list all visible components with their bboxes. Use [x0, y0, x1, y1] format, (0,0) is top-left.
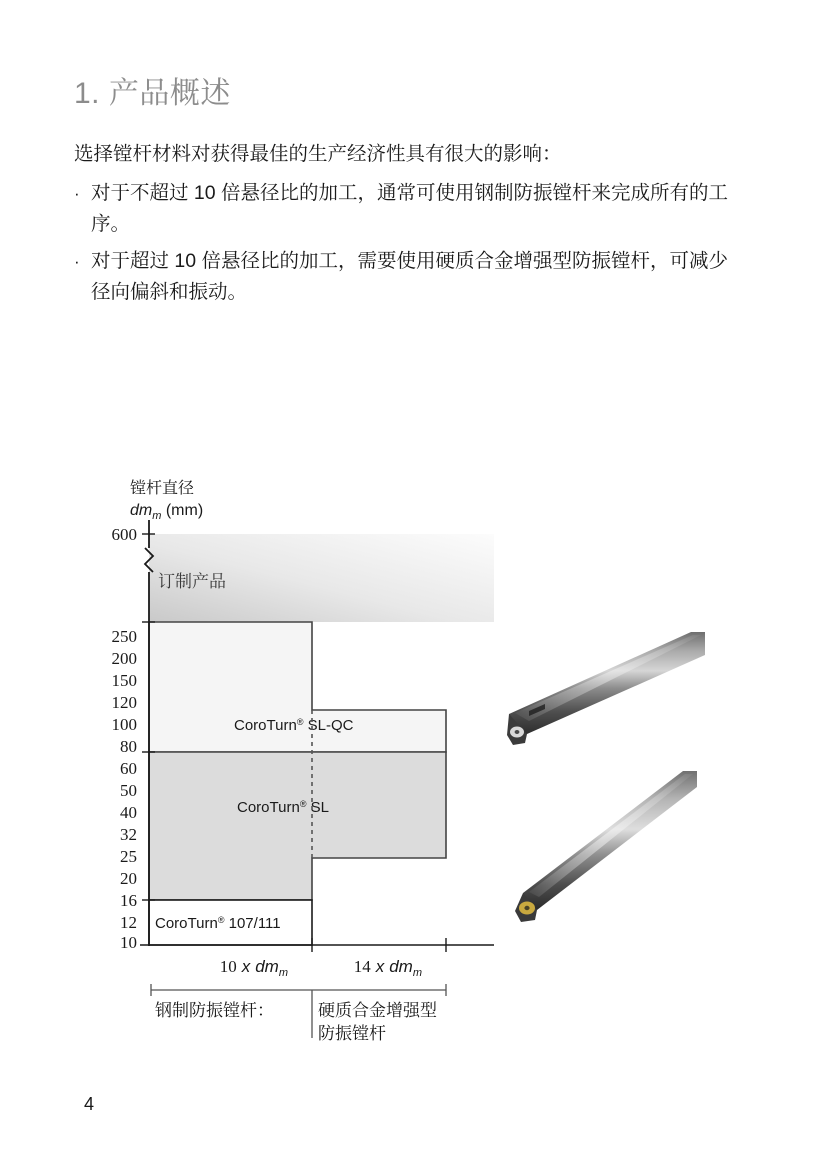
region-label-coroturn-107-111: CoroTurn® 107/111: [155, 915, 281, 932]
y-axis-title-symbol: $dm_m$ (mm): [130, 502, 204, 522]
boring-bar-upper-svg: [505, 625, 705, 755]
y-tick-label-100: 100: [111, 715, 137, 734]
category-label-steel-bars: 钢制防振镗杆：: [155, 1001, 274, 1020]
y-tick-label-10: 10: [120, 933, 137, 952]
product-photo-boring-bar-sl-qc: [505, 625, 705, 755]
bullet-marker-icon: ·: [74, 252, 80, 271]
region-label-coroturn-sl-qc: CoroTurn® SL-QC: [234, 717, 354, 734]
y-tick-label-25: 25: [120, 847, 137, 866]
x-tick-label-14x: 14 x $dm_m$: [353, 957, 422, 979]
list-item: [74, 246, 734, 308]
insert-screw-hole-icon: [524, 906, 529, 910]
y-tick-label-40: 40: [120, 803, 137, 822]
intro-paragraph: 选择镗杆材料对获得最佳的生产经济性具有很大的影响：: [74, 143, 562, 165]
y-tick-label-250: 250: [111, 627, 137, 646]
y-axis-title-cn: 镗杆直径: [130, 480, 195, 497]
boring-bar-highlight: [529, 774, 693, 897]
y-tick-label-200: 200: [111, 649, 137, 668]
y-tick-label-12: 12: [120, 913, 137, 932]
page-title: 1. 产品概述: [74, 77, 231, 110]
y-tick-label-120: 120: [111, 693, 137, 712]
y-tick-label-600: 600: [111, 525, 137, 544]
y-tick-label-50: 50: [120, 781, 137, 800]
y-tick-label-32: 32: [120, 825, 137, 844]
list-item-text: 对于超过 10 倍悬径比的加工，需要使用硬质合金增强型防振镗杆，可减少径向偏斜和振动。: [91, 250, 729, 303]
list-item-text: 对于不超过 10 倍悬径比的加工，通常可使用钢制防振镗杆来完成所有的工序。: [91, 182, 729, 235]
page-number: 4: [84, 1094, 95, 1114]
product-photo-boring-bar-sl: [505, 765, 705, 925]
y-tick-label-60: 60: [120, 759, 137, 778]
bullet-marker-icon: ·: [74, 184, 80, 203]
x-tick-label-10x: 10 x $dm_m$: [219, 957, 288, 979]
category-label-carbide-line2: 防振镗杆: [318, 1024, 386, 1043]
y-tick-label-16: 16: [120, 891, 137, 910]
region-coroturn-sl: [149, 752, 446, 900]
y-tick-label-20: 20: [120, 869, 137, 888]
boring-bar-lower-svg: [505, 765, 705, 925]
region-label-coroturn-sl: CoroTurn® SL: [237, 799, 329, 816]
category-label-carbide-line1: 硬质合金增强型: [318, 1001, 437, 1020]
y-tick-label-150: 150: [111, 671, 137, 690]
y-tick-label-80: 80: [120, 737, 137, 756]
region-coroturn-sl-qc: [149, 622, 446, 752]
boring-bar-shank: [523, 771, 697, 910]
region-label-custom-products: 订制产品: [158, 572, 226, 591]
insert-screw-hole-icon: [515, 730, 520, 734]
bullet-list: [74, 178, 734, 314]
list-item: [74, 178, 734, 240]
